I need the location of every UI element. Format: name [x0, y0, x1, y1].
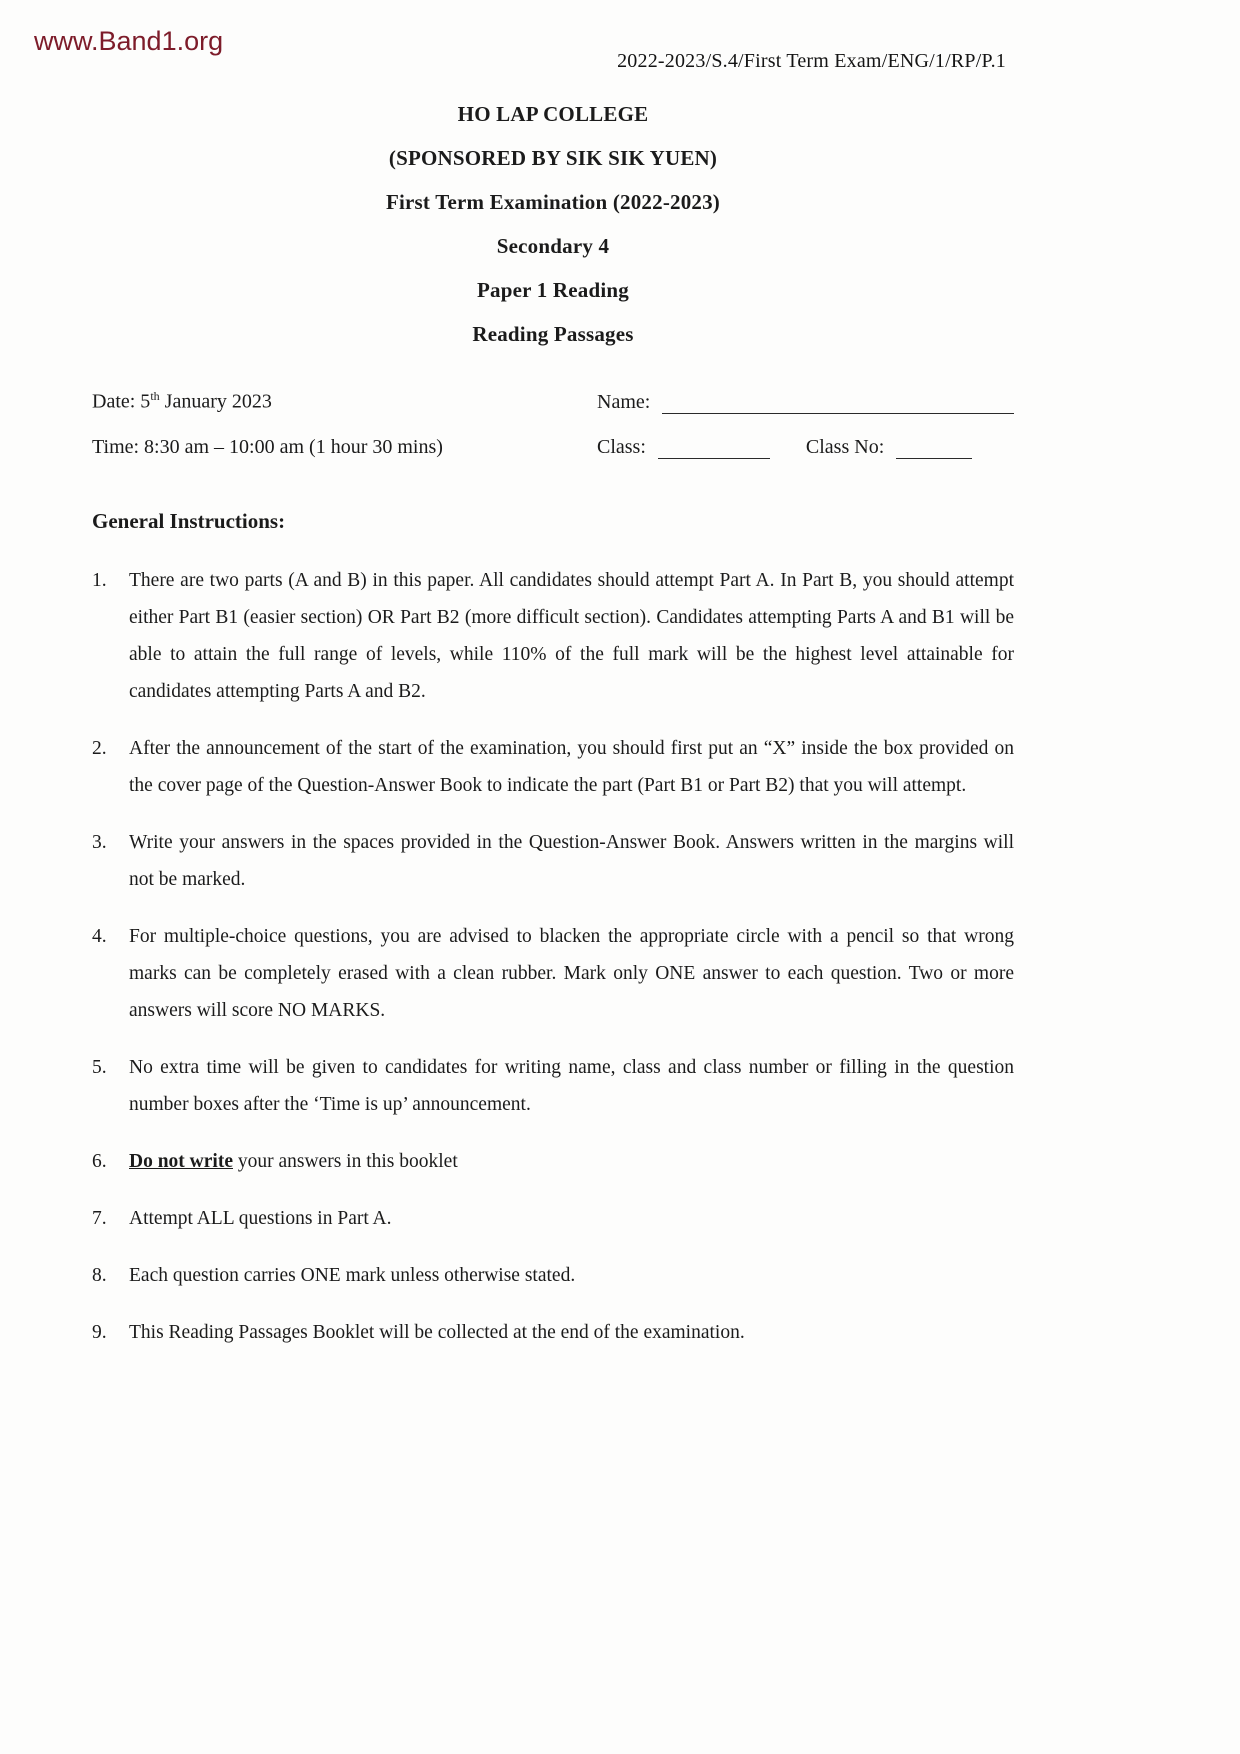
instruction-item-4	[92, 918, 1014, 1029]
name-field-group	[597, 391, 1014, 414]
instructions-list	[92, 562, 1014, 1352]
instruction-text-rest: your answers in this booklet	[232, 1151, 458, 1173]
instruction-number: 9.	[92, 1322, 107, 1344]
date-text-rest: January 2023	[159, 390, 272, 413]
instruction-item-3	[92, 824, 1014, 898]
instruction-emphasis: Do not write	[129, 1151, 233, 1173]
class-label: Class:	[597, 435, 646, 458]
instruction-text: Attempt ALL questions in Part A.	[129, 1208, 392, 1230]
instruction-item-1	[92, 562, 1014, 710]
exam-name: First Term Examination (2022-2023)	[385, 190, 721, 214]
exam-info-block	[92, 389, 1014, 459]
instruction-text	[129, 1143, 1014, 1180]
exam-time: Time: 8:30 am – 10:00 am (1 hour 30 mins)	[92, 435, 443, 458]
instruction-item-5	[92, 1049, 1014, 1123]
instruction-item-7	[92, 1200, 1014, 1237]
instruction-item-6	[92, 1143, 1014, 1180]
paper-name: Paper 1 Reading	[477, 278, 629, 302]
school-name: HO LAP COLLEGE	[457, 102, 649, 126]
watermark: www.Band1.org	[34, 26, 224, 56]
name-label: Name:	[597, 390, 651, 413]
instruction-number: 7.	[92, 1208, 107, 1230]
instruction-text: For multiple-choice questions, you are advised to blacken the appropriate circle with a pencil so that wrong marks can be completely erased with a clean rubber. Mark only ONE answer to each question. Two or more answers will score NO MARKS.	[129, 926, 1014, 1022]
date-text-prefix: Date: 5	[92, 390, 151, 413]
instruction-item-8	[92, 1257, 1014, 1294]
info-row-time-class	[92, 436, 1014, 459]
info-row-date-name	[92, 389, 1014, 414]
instruction-number: 6.	[92, 1151, 107, 1173]
instruction-item-2	[92, 730, 1014, 804]
school-sponsor: (SPONSORED BY SIK SIK YUEN)	[388, 146, 718, 170]
class-no-label: Class No:	[805, 435, 885, 458]
instruction-number: 4.	[92, 926, 107, 948]
instruction-number: 8.	[92, 1265, 107, 1287]
instruction-text: After the announcement of the start of the examination, you should first put an “X” inside the box provided on the cover page of the Question-Answer Book to indicate the part (Part B1 or Part B2) that you will attempt.	[129, 737, 1014, 796]
instruction-number: 3.	[92, 831, 107, 853]
instruction-item-9	[92, 1314, 1014, 1351]
instruction-number: 2.	[92, 737, 107, 759]
instruction-text: No extra time will be given to candidates for writing name, class and class number or filling in the question number boxes after the ‘Time is up’ announcement.	[129, 1057, 1014, 1116]
instruction-text: Write your answers in the spaces provided in the Question-Answer Book. Answers written in the margins will not be marked.	[129, 831, 1014, 890]
class-blank-line	[658, 437, 770, 459]
class-field-group	[597, 436, 1014, 459]
instruction-text: This Reading Passages Booklet will be collected at the end of the examination.	[129, 1322, 745, 1344]
instruction-text: Each question carries ONE mark unless otherwise stated.	[129, 1265, 576, 1287]
exam-date	[92, 389, 597, 414]
form-level: Secondary 4	[496, 234, 610, 258]
date-ordinal-suffix: th	[150, 389, 160, 403]
booklet-name: Reading Passages	[472, 322, 634, 346]
instruction-number: 5.	[92, 1057, 107, 1079]
class-no-blank-line	[896, 437, 972, 459]
instruction-text: There are two parts (A and B) in this paper. All candidates should attempt Part A. In Part B, you should attempt either Part B1 (easier section) OR Part B2 (more difficult section). Candidates attempting Parts A and B1 will be able to attain the full range of levels, while 110% of the full mark will be the highest level attainable for candidates attempting Parts A and B2.	[129, 569, 1014, 702]
title-block	[92, 102, 1014, 347]
instructions-heading: General Instructions:	[92, 508, 286, 533]
document-reference-code: 2022-2023/S.4/First Term Exam/ENG/1/RP/P.1	[617, 50, 1006, 72]
instruction-number: 1.	[92, 569, 107, 591]
name-blank-line	[662, 392, 1014, 414]
